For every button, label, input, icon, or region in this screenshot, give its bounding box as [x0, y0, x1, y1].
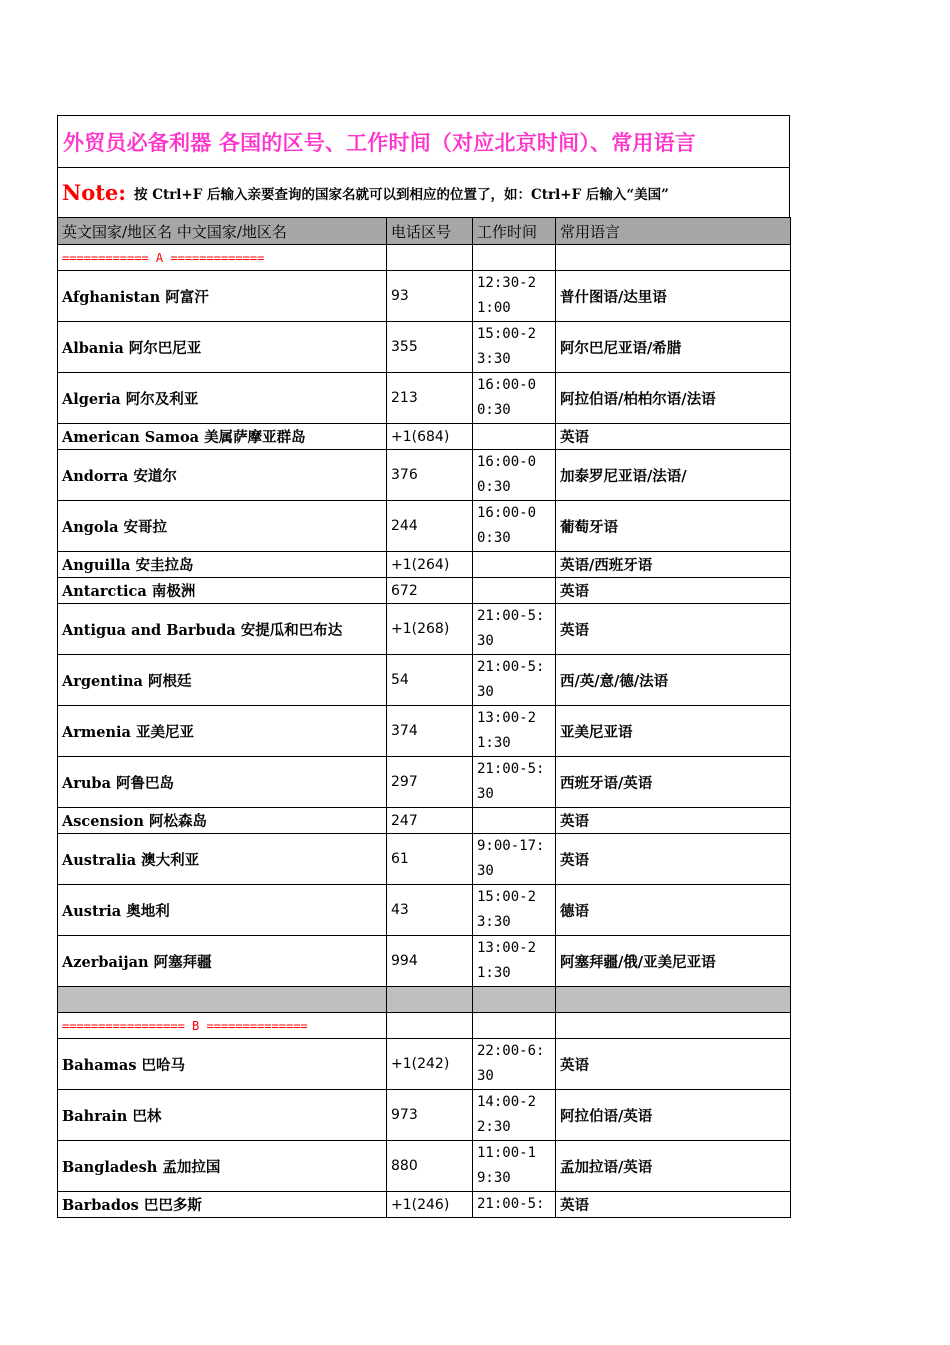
- phone-code-cell: +1(684): [387, 424, 473, 450]
- work-time-cell: 9:00-17:30: [473, 834, 556, 885]
- table-row: [58, 706, 791, 757]
- language-cell: 英语/西班牙语: [556, 552, 791, 578]
- title-row: [57, 115, 790, 167]
- phone-code-cell: 93: [387, 271, 473, 322]
- header-name: 英文国家/地区名 中文国家/地区名: [58, 218, 387, 245]
- work-time-cell: 21:00-5:30: [473, 757, 556, 808]
- phone-code-cell: 297: [387, 757, 473, 808]
- work-time-cell: [473, 808, 556, 834]
- country-name-cell: Anguilla 安圭拉岛: [58, 552, 387, 578]
- phone-code-cell: 973: [387, 1090, 473, 1141]
- table-row: [58, 271, 791, 322]
- spreadsheet: [57, 115, 790, 1218]
- table-row: [58, 1039, 791, 1090]
- country-table: [57, 217, 791, 1218]
- work-time-cell: 21:00-5:: [473, 1192, 556, 1218]
- country-name-cell: Bahamas 巴哈马: [58, 1039, 387, 1090]
- phone-code-cell: 247: [387, 808, 473, 834]
- table-row: [58, 424, 791, 450]
- table-row: [58, 834, 791, 885]
- country-name-cell: Afghanistan 阿富汗: [58, 271, 387, 322]
- language-cell: 英语: [556, 834, 791, 885]
- country-name-cell: Austria 奥地利: [58, 885, 387, 936]
- phone-code-cell: +1(264): [387, 552, 473, 578]
- blank-cell: [58, 987, 387, 1013]
- country-name-cell: Albania 阿尔巴尼亚: [58, 322, 387, 373]
- language-cell: 阿拉伯语/英语: [556, 1090, 791, 1141]
- blank-cell: [473, 987, 556, 1013]
- language-cell: 阿尔巴尼亚语/希腊: [556, 322, 791, 373]
- work-time-cell: 11:00-19:30: [473, 1141, 556, 1192]
- table-row: [58, 578, 791, 604]
- country-name-cell: Azerbaijan 阿塞拜疆: [58, 936, 387, 987]
- header-row: [58, 218, 791, 245]
- table-row: [58, 885, 791, 936]
- blank-cell: [556, 987, 791, 1013]
- work-time-cell: 15:00-23:30: [473, 885, 556, 936]
- blank-gray-row: [58, 987, 791, 1013]
- language-cell: 英语: [556, 1039, 791, 1090]
- page-title: 外贸员必备利器 各国的区号、工作时间（对应北京时间）、常用语言: [63, 129, 697, 155]
- table-row: [58, 450, 791, 501]
- blank-cell: [473, 245, 556, 271]
- phone-code-cell: +1(242): [387, 1039, 473, 1090]
- blank-cell: [556, 1013, 791, 1039]
- blank-cell: [387, 1013, 473, 1039]
- language-cell: 阿拉伯语/柏柏尔语/法语: [556, 373, 791, 424]
- language-cell: 英语: [556, 604, 791, 655]
- country-name-cell: American Samoa 美属萨摩亚群岛: [58, 424, 387, 450]
- phone-code-cell: +1(246): [387, 1192, 473, 1218]
- country-name-cell: Andorra 安道尔: [58, 450, 387, 501]
- header-code: 电话区号: [387, 218, 473, 245]
- work-time-cell: 15:00-23:30: [473, 322, 556, 373]
- country-name-cell: Bangladesh 孟加拉国: [58, 1141, 387, 1192]
- phone-code-cell: 355: [387, 322, 473, 373]
- section-separator: ================= B ==============: [58, 1013, 387, 1039]
- blank-cell: [387, 987, 473, 1013]
- phone-code-cell: +1(268): [387, 604, 473, 655]
- work-time-cell: 21:00-5:30: [473, 604, 556, 655]
- country-name-cell: Antigua and Barbuda 安提瓜和巴布达: [58, 604, 387, 655]
- phone-code-cell: 61: [387, 834, 473, 885]
- language-cell: 英语: [556, 1192, 791, 1218]
- phone-code-cell: 43: [387, 885, 473, 936]
- phone-code-cell: 244: [387, 501, 473, 552]
- country-name-cell: Australia 澳大利亚: [58, 834, 387, 885]
- section-separator-row: [58, 1013, 791, 1039]
- work-time-cell: 16:00-00:30: [473, 501, 556, 552]
- table-row: [58, 1192, 791, 1218]
- header-language: 常用语言: [556, 218, 791, 245]
- work-time-cell: 21:00-5:30: [473, 655, 556, 706]
- work-time-cell: [473, 578, 556, 604]
- section-separator: ============ A =============: [58, 245, 387, 271]
- work-time-cell: 13:00-21:30: [473, 936, 556, 987]
- work-time-cell: 13:00-21:30: [473, 706, 556, 757]
- language-cell: 普什图语/达里语: [556, 271, 791, 322]
- note-row: [57, 167, 790, 217]
- work-time-cell: 22:00-6:30: [473, 1039, 556, 1090]
- work-time-cell: 12:30-21:00: [473, 271, 556, 322]
- table-row: [58, 808, 791, 834]
- language-cell: 英语: [556, 808, 791, 834]
- language-cell: 孟加拉语/英语: [556, 1141, 791, 1192]
- language-cell: 英语: [556, 578, 791, 604]
- phone-code-cell: 54: [387, 655, 473, 706]
- language-cell: 亚美尼亚语: [556, 706, 791, 757]
- country-name-cell: Armenia 亚美尼亚: [58, 706, 387, 757]
- blank-cell: [473, 1013, 556, 1039]
- country-name-cell: Angola 安哥拉: [58, 501, 387, 552]
- language-cell: 西班牙语/英语: [556, 757, 791, 808]
- header-time: 工作时间: [473, 218, 556, 245]
- country-name-cell: Algeria 阿尔及利亚: [58, 373, 387, 424]
- country-name-cell: Argentina 阿根廷: [58, 655, 387, 706]
- work-time-cell: [473, 552, 556, 578]
- work-time-cell: 16:00-00:30: [473, 373, 556, 424]
- phone-code-cell: 374: [387, 706, 473, 757]
- country-name-cell: Ascension 阿松森岛: [58, 808, 387, 834]
- country-name-cell: Barbados 巴巴多斯: [58, 1192, 387, 1218]
- blank-cell: [387, 245, 473, 271]
- table-row: [58, 322, 791, 373]
- table-row: [58, 1141, 791, 1192]
- table-row: [58, 757, 791, 808]
- table-row: [58, 501, 791, 552]
- table-body: [58, 218, 791, 1218]
- country-name-cell: Aruba 阿鲁巴岛: [58, 757, 387, 808]
- phone-code-cell: 376: [387, 450, 473, 501]
- section-separator-row: [58, 245, 791, 271]
- language-cell: 加泰罗尼亚语/法语/: [556, 450, 791, 501]
- blank-cell: [556, 245, 791, 271]
- work-time-cell: 16:00-00:30: [473, 450, 556, 501]
- table-row: [58, 552, 791, 578]
- phone-code-cell: 213: [387, 373, 473, 424]
- table-row: [58, 1090, 791, 1141]
- country-name-cell: Antarctica 南极洲: [58, 578, 387, 604]
- table-row: [58, 604, 791, 655]
- language-cell: 葡萄牙语: [556, 501, 791, 552]
- language-cell: 阿塞拜疆/俄/亚美尼亚语: [556, 936, 791, 987]
- table-row: [58, 936, 791, 987]
- country-name-cell: Bahrain 巴林: [58, 1090, 387, 1141]
- note-label: Note:: [62, 180, 127, 205]
- language-cell: 德语: [556, 885, 791, 936]
- work-time-cell: 14:00-22:30: [473, 1090, 556, 1141]
- phone-code-cell: 880: [387, 1141, 473, 1192]
- work-time-cell: [473, 424, 556, 450]
- table-row: [58, 373, 791, 424]
- phone-code-cell: 994: [387, 936, 473, 987]
- phone-code-cell: 672: [387, 578, 473, 604]
- language-cell: 英语: [556, 424, 791, 450]
- table-row: [58, 655, 791, 706]
- note-text: 按 Ctrl+F 后输入亲要查询的国家名就可以到相应的位置了，如：Ctrl+F 后输入“美国”: [134, 186, 669, 203]
- language-cell: 西/英/意/德/法语: [556, 655, 791, 706]
